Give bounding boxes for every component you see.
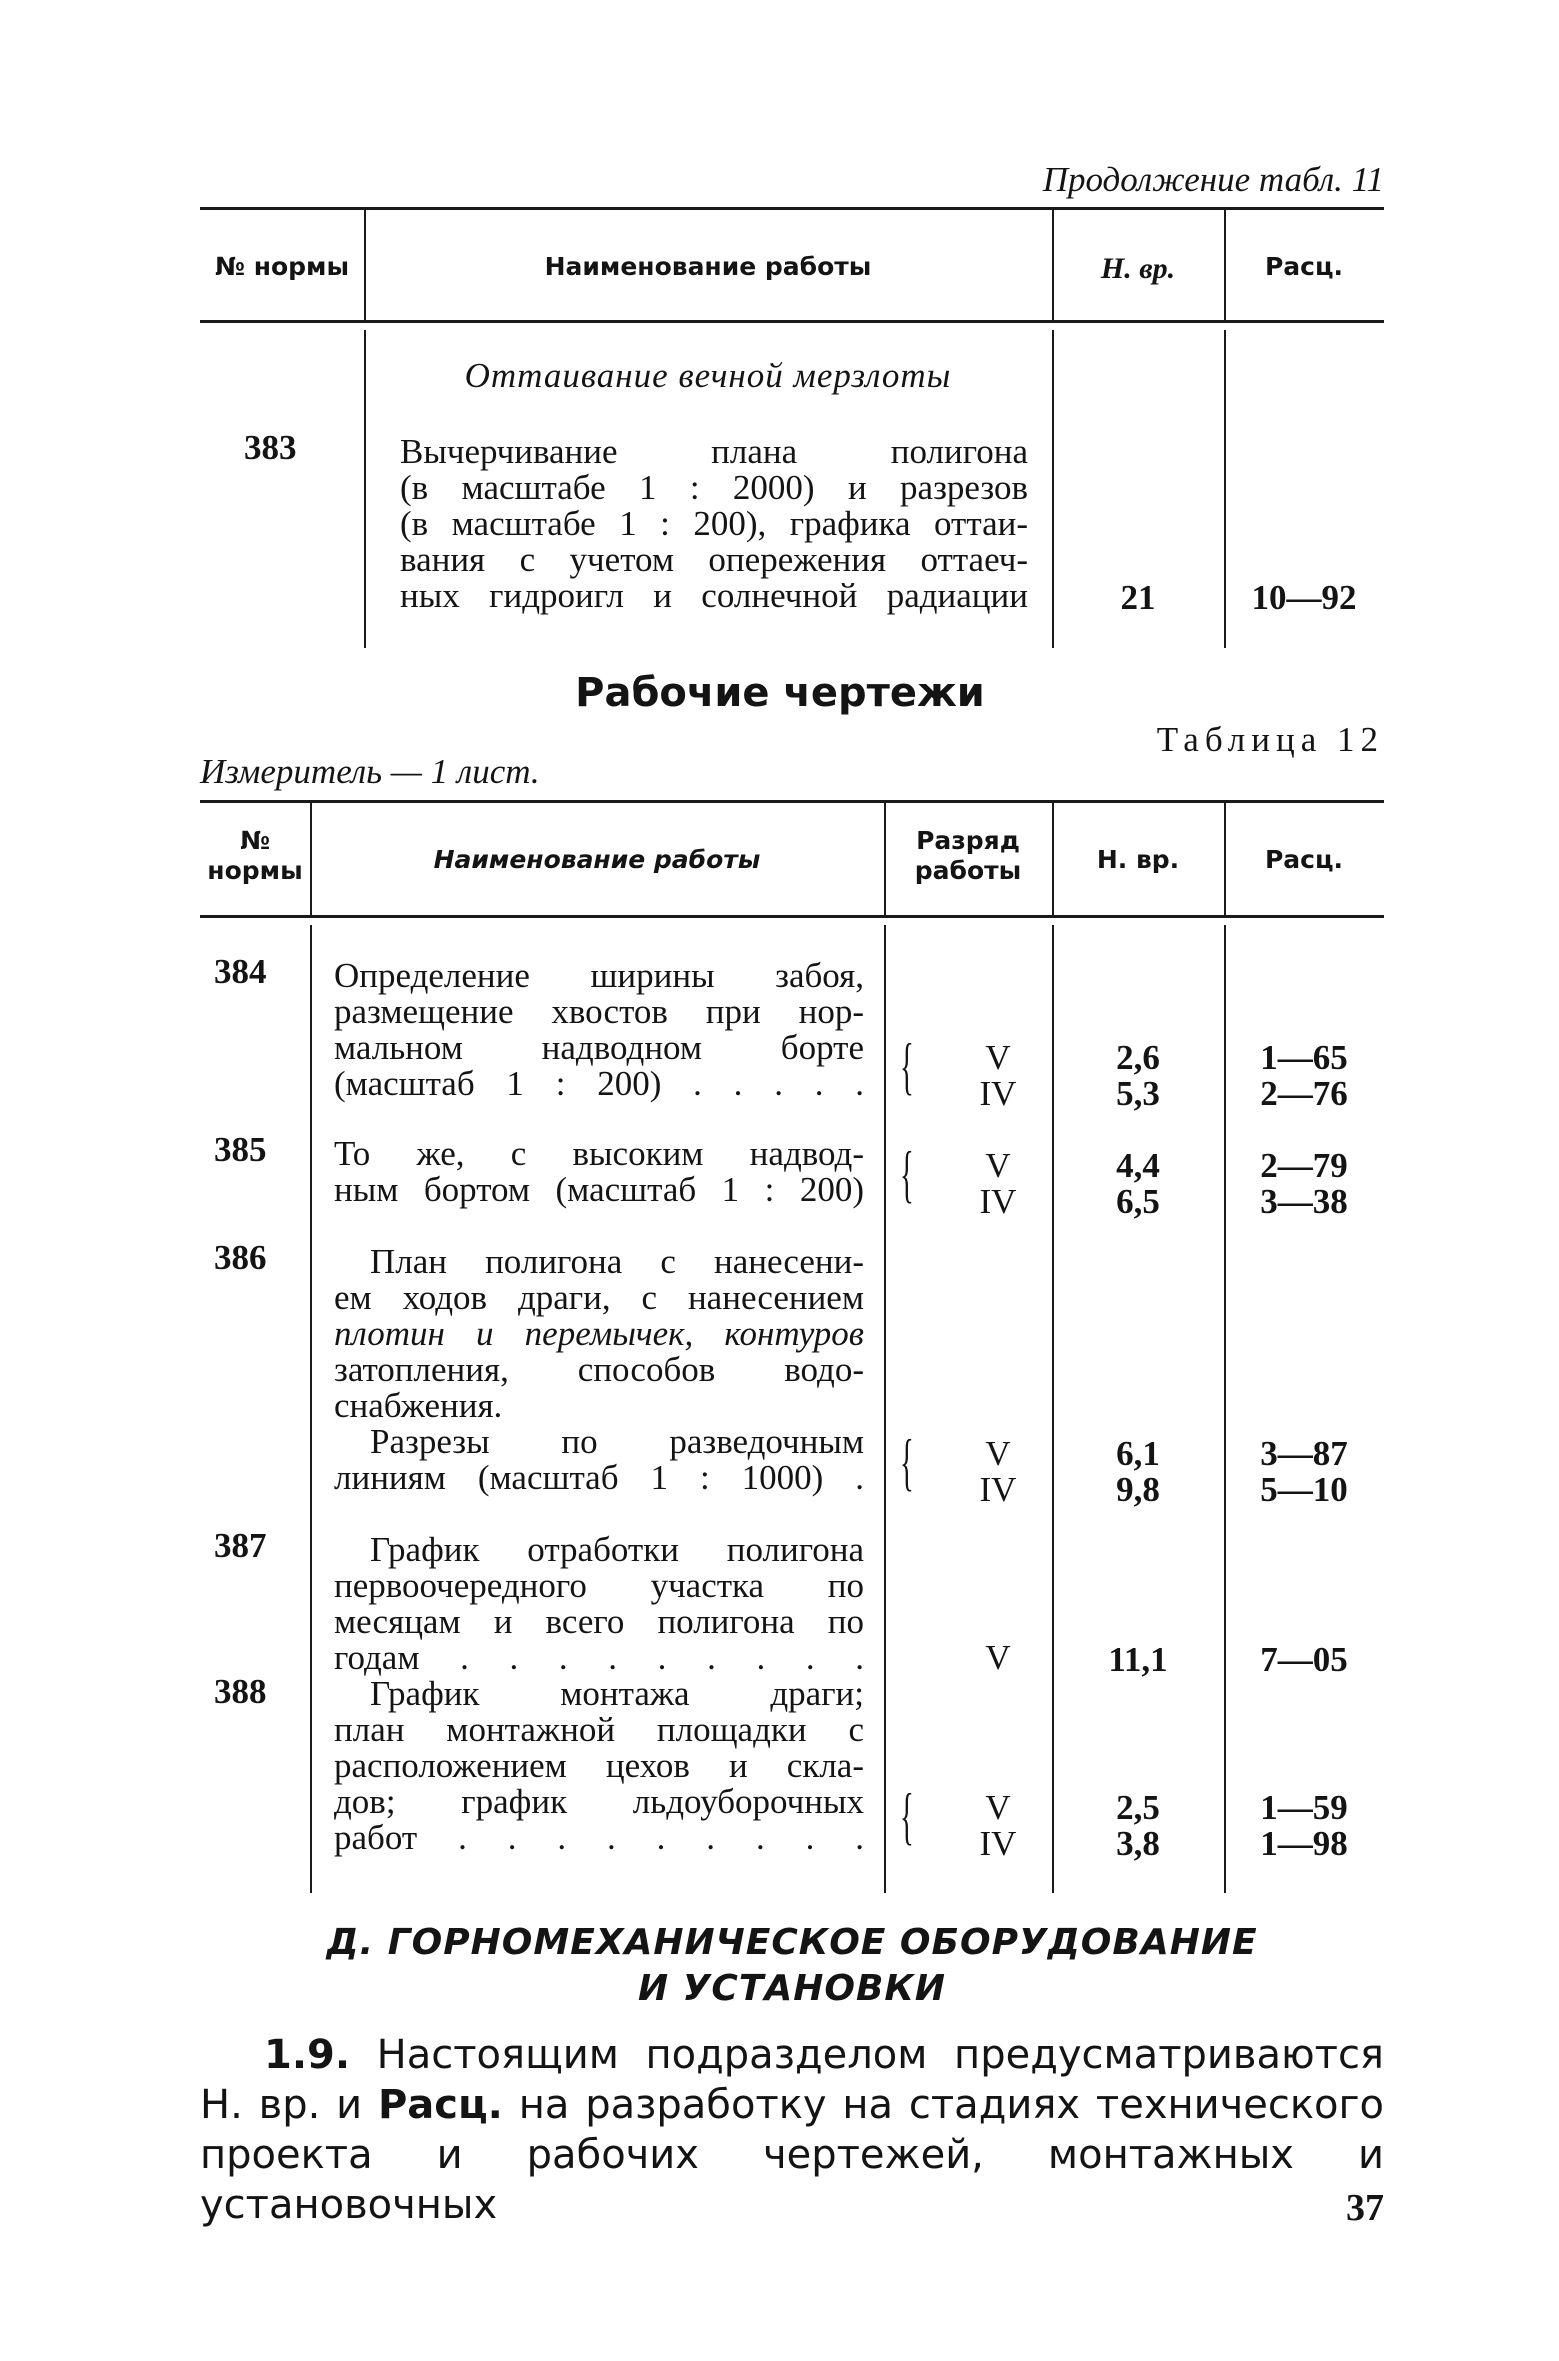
- description-line: линиям (масштаб 1 : 1000) .: [334, 1458, 864, 1497]
- grade: IV: [979, 1470, 1017, 1509]
- table12-header-rasc: Расц.: [1264, 845, 1344, 874]
- work-description: [334, 1244, 864, 1496]
- page-number: 37: [1346, 2187, 1384, 2229]
- rate: 3—38: [1260, 1182, 1348, 1221]
- heading-line: Д. ГОРНОМЕХАНИЧЕСКОЕ ОБОРУДОВАНИЕ: [326, 1922, 1258, 1963]
- time-norm: 4,4: [1116, 1146, 1160, 1185]
- brace-icon: {: [900, 1138, 914, 1209]
- header-line: Разряд: [916, 826, 1020, 855]
- time-norm-values: [1052, 1436, 1224, 1508]
- unit-of-measure: Измеритель — 1 лист.: [200, 752, 540, 791]
- table12-header-name: Наименование работы: [433, 845, 761, 874]
- description-line: первоочередного участка по: [334, 1566, 864, 1605]
- table11-header-name: Наименование работы: [544, 252, 872, 281]
- time-norm: 2,5: [1116, 1788, 1160, 1827]
- table11-header-no: № нормы: [214, 252, 350, 281]
- table11-header-rule: [200, 320, 1384, 323]
- time-norm: 9,8: [1116, 1470, 1160, 1509]
- grade: V: [985, 1788, 1011, 1827]
- description-line: мальном надводном борте: [334, 1028, 864, 1067]
- section-paragraph: [200, 2030, 1384, 2230]
- paragraph-line: [200, 2080, 1384, 2130]
- norm-number: 383: [244, 428, 297, 467]
- grade-values: [944, 1790, 1052, 1862]
- grade-values: [944, 1040, 1052, 1112]
- table12-header-rule: [200, 915, 1384, 918]
- time-norm-values: [1052, 1790, 1224, 1862]
- paragraph-text: Н. вр. и: [200, 2082, 363, 2128]
- rate: 10—92: [1251, 578, 1357, 617]
- brace-icon: {: [900, 1426, 914, 1497]
- grade-values: [944, 1436, 1052, 1508]
- description-line: работ . . . . . . . . .: [334, 1818, 864, 1857]
- time-norm: 21: [1120, 578, 1156, 617]
- time-norm: 6,5: [1116, 1182, 1160, 1221]
- work-description: [334, 958, 864, 1102]
- rate: 7—05: [1260, 1640, 1348, 1679]
- time-norm: 2,6: [1116, 1038, 1160, 1077]
- rate-values: [1224, 1148, 1384, 1220]
- norm-number: 384: [214, 952, 267, 991]
- header-line: №: [239, 826, 271, 855]
- grade-values: [944, 1148, 1052, 1220]
- norm-number: 387: [214, 1526, 267, 1565]
- table12-header-no: [200, 826, 310, 886]
- brace-icon: {: [900, 1030, 914, 1101]
- table11-header-nvr: Н. вр.: [1100, 252, 1176, 285]
- work-description: [334, 1136, 864, 1208]
- grade: V: [985, 1146, 1011, 1185]
- grade: V: [985, 1038, 1011, 1077]
- table11-top-rule: [200, 207, 1384, 210]
- description-line: Разрезы по разведочным: [370, 1422, 864, 1461]
- paragraph-line: [200, 2030, 1384, 2080]
- header-line: работы: [914, 856, 1022, 885]
- header-line: нормы: [207, 856, 303, 885]
- description-line: размещение хвостов при нор-: [334, 992, 864, 1031]
- description-line: снабжения.: [334, 1386, 503, 1425]
- time-norm: 11,1: [1108, 1640, 1168, 1679]
- description-line: (в масштабе 1 : 200), графика оттаи-: [400, 504, 1028, 543]
- paragraph-text: на разработку на стадиях технического: [518, 2082, 1384, 2128]
- table-continuation-caption: Продолжение табл. 11: [1042, 160, 1384, 199]
- rate: 1—65: [1260, 1038, 1348, 1077]
- table-title: Рабочие чертежи: [575, 670, 985, 716]
- work-description: [334, 1532, 864, 1676]
- work-description: [400, 434, 1028, 614]
- paragraph-text: Настоящим подразделом предусматриваются: [376, 2032, 1384, 2078]
- rate: 3—87: [1260, 1434, 1348, 1473]
- rate: 2—79: [1260, 1146, 1348, 1185]
- description-line: План полигона с нанесени-: [370, 1242, 864, 1281]
- description-line: дов; график льдоуборочных: [334, 1782, 864, 1821]
- work-description: [334, 1676, 864, 1856]
- rate-values: [1224, 1790, 1384, 1862]
- description-line: план монтажной площадки с: [334, 1710, 864, 1749]
- description-line: месяцам и всего полигона по: [334, 1602, 864, 1641]
- grade-values: [944, 1640, 1052, 1676]
- table12-col-rule: [884, 925, 886, 1893]
- rate: 2—76: [1260, 1074, 1348, 1113]
- time-norm-values: [1052, 1148, 1224, 1220]
- table12-header-nvr: Н. вр.: [1096, 845, 1180, 874]
- time-norm-values: [1052, 1040, 1224, 1112]
- description-line: затопления, способов водо-: [334, 1350, 864, 1389]
- brace-icon: {: [900, 1780, 914, 1851]
- description-line: расположением цехов и скла-: [334, 1746, 864, 1785]
- paragraph-number: 1.9.: [264, 2032, 351, 2078]
- description-line: ных гидроигл и солнечной радиации: [400, 576, 1028, 615]
- paragraph-term: Расц.: [377, 2082, 503, 2128]
- description-line: ем ходов драги, с нанесением: [334, 1278, 864, 1317]
- norm-number: 386: [214, 1238, 267, 1277]
- norm-number: 388: [214, 1672, 267, 1711]
- description-line: (масштаб 1 : 200) . . . . .: [334, 1064, 864, 1103]
- description-line: (в масштабе 1 : 2000) и разрезов: [400, 468, 1028, 507]
- description-line: вания с учетом опережения оттаеч-: [400, 540, 1028, 579]
- description-line: ным бортом (масштаб 1 : 200): [334, 1170, 864, 1209]
- table12-col-rule: [310, 925, 312, 1893]
- grade: IV: [979, 1824, 1017, 1863]
- grade: IV: [979, 1182, 1017, 1221]
- heading-line: И УСТАНОВКИ: [638, 1968, 946, 2009]
- description-line: плотин и перемычек, контуров: [334, 1314, 864, 1353]
- table-label: Таблица 12: [1156, 720, 1384, 759]
- description-line: годам . . . . . . . . .: [334, 1638, 864, 1677]
- grade: IV: [979, 1074, 1017, 1113]
- rate: 1—98: [1260, 1824, 1348, 1863]
- table11-header-rasc: Расц.: [1264, 252, 1344, 281]
- table12-top-rule: [200, 800, 1384, 803]
- table11-section-title: Оттаивание вечной мерзлоты: [464, 356, 952, 395]
- time-norm: 3,8: [1116, 1824, 1160, 1863]
- rate: 5—10: [1260, 1470, 1348, 1509]
- description-line: График отработки полигона: [370, 1530, 864, 1569]
- grade: V: [985, 1638, 1011, 1677]
- rate-values: [1224, 1436, 1384, 1508]
- table12-header-grade: [884, 826, 1052, 886]
- time-norm: 5,3: [1116, 1074, 1160, 1113]
- rate: 1—59: [1260, 1788, 1348, 1827]
- description-line: Определение ширины забоя,: [334, 956, 864, 995]
- section-heading: [200, 1920, 1384, 2012]
- paragraph-line: проекта и рабочих чертежей, монтажных и установочных: [200, 2132, 1384, 2228]
- description-line: Вычерчивание плана полигона: [400, 432, 1028, 471]
- rate-values: [1224, 1040, 1384, 1112]
- grade: V: [985, 1434, 1011, 1473]
- description-line: График монтажа драги;: [370, 1674, 864, 1713]
- norm-number: 385: [214, 1130, 267, 1169]
- time-norm: 6,1: [1116, 1434, 1160, 1473]
- description-line: То же, с высоким надвод-: [334, 1134, 864, 1173]
